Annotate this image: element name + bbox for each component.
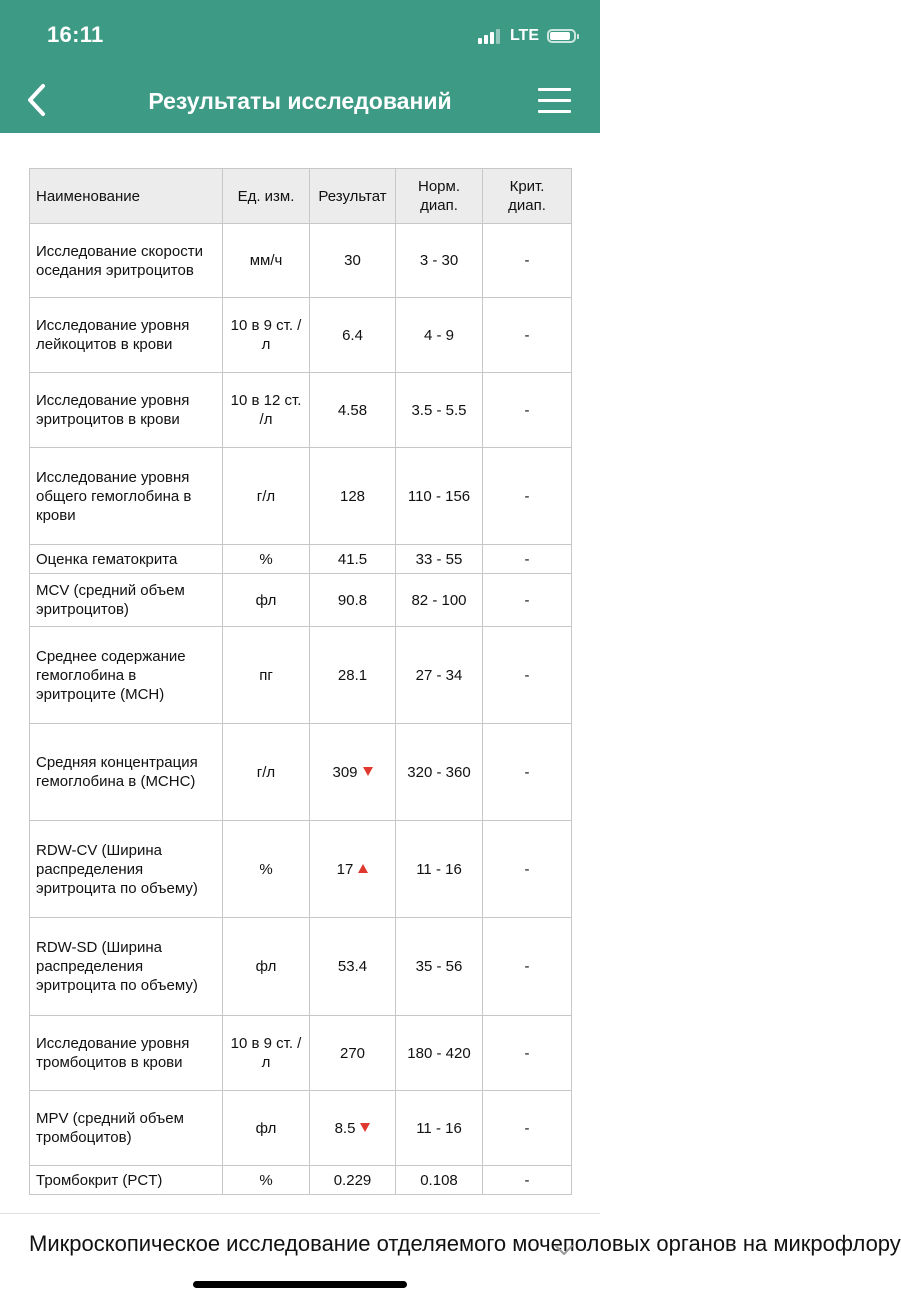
network-label: LTE	[509, 27, 539, 44]
cell-crit-range: -	[483, 448, 572, 545]
cell-name: Исследование скорости оседания эритроцитов	[30, 224, 223, 298]
cell-name: RDW-SD (Ширина распределения эритроцита по объему)	[30, 918, 223, 1016]
cell-unit: 10 в 9 ст. /л	[223, 298, 310, 373]
table-row	[30, 298, 572, 373]
table-row	[30, 724, 572, 821]
cell-crit-range: -	[483, 298, 572, 373]
cell-norm-range: 110 - 156	[396, 448, 483, 545]
table-row	[30, 1016, 572, 1091]
cell-crit-range: -	[483, 224, 572, 298]
cell-name: Исследование уровня эритроцитов в крови	[30, 373, 223, 448]
page-title: Результаты исследований	[148, 88, 452, 114]
cell-result: 41.5	[310, 545, 396, 574]
cell-norm-range: 3.5 - 5.5	[396, 373, 483, 448]
chevron-down-icon	[554, 1243, 574, 1257]
cell-unit: 10 в 9 ст. /л	[223, 1016, 310, 1091]
cell-result: 4.58	[310, 373, 396, 448]
cell-norm-range: 0.108	[396, 1166, 483, 1195]
chevron-left-icon	[22, 80, 58, 122]
back-button[interactable]	[22, 80, 58, 122]
cell-crit-range: -	[483, 627, 572, 724]
cell-unit: 10 в 12 ст. /л	[223, 373, 310, 448]
cell-name: Исследование уровня общего гемоглобина в крови	[30, 448, 223, 545]
cell-norm-range: 320 - 360	[396, 724, 483, 821]
column-header-result: Результат	[310, 169, 396, 224]
cell-crit-range: -	[483, 1091, 572, 1166]
flag-high-icon: 17	[337, 861, 369, 878]
signal-icon	[478, 28, 502, 44]
cell-result: 90.8	[310, 574, 396, 627]
flag-low-icon: 309	[332, 764, 372, 781]
cell-name: MCV (средний объем эритроцитов)	[30, 574, 223, 627]
cell-unit: %	[223, 821, 310, 918]
cell-result: 128	[310, 448, 396, 545]
cell-result: 28.1	[310, 627, 396, 724]
section-divider	[0, 1213, 600, 1214]
column-header-name: Наименование	[30, 169, 223, 224]
table-row	[30, 1166, 572, 1195]
cell-crit-range: -	[483, 574, 572, 627]
cell-name: Исследование уровня тромбоцитов в крови	[30, 1016, 223, 1091]
cell-unit: фл	[223, 918, 310, 1016]
cell-unit: г/л	[223, 724, 310, 821]
table-row	[30, 821, 572, 918]
cell-name: MPV (средний объем тромбоцитов)	[30, 1091, 223, 1166]
cell-name: Исследование уровня лейкоцитов в крови	[30, 298, 223, 373]
cell-norm-range: 33 - 55	[396, 545, 483, 574]
home-indicator[interactable]	[193, 1281, 407, 1288]
results-table	[29, 168, 572, 1195]
cell-result: 270	[310, 1016, 396, 1091]
table-row	[30, 1091, 572, 1166]
cell-result: 0.229	[310, 1166, 396, 1195]
status-indicators	[478, 24, 576, 48]
table-row	[30, 373, 572, 448]
column-header-norm: Норм. диап.	[396, 169, 483, 224]
cell-result	[310, 821, 396, 918]
cell-crit-range: -	[483, 821, 572, 918]
column-header-unit: Ед. изм.	[223, 169, 310, 224]
cell-unit: пг	[223, 627, 310, 724]
cell-crit-range: -	[483, 1166, 572, 1195]
cell-unit: мм/ч	[223, 224, 310, 298]
cell-name: Средняя концентрация гемоглобина в (MCHC)	[30, 724, 223, 821]
cell-norm-range: 82 - 100	[396, 574, 483, 627]
cell-unit: %	[223, 1166, 310, 1195]
cell-crit-range: -	[483, 1016, 572, 1091]
cell-crit-range: -	[483, 373, 572, 448]
table-row	[30, 627, 572, 724]
cell-norm-range: 11 - 16	[396, 821, 483, 918]
table-row	[30, 448, 572, 545]
status-time: 16:11	[47, 22, 104, 47]
cell-result: 53.4	[310, 918, 396, 1016]
cell-norm-range: 11 - 16	[396, 1091, 483, 1166]
cell-name: Среднее содержание гемоглобина в эритроците (MCH)	[30, 627, 223, 724]
cell-unit: фл	[223, 1091, 310, 1166]
table-row	[30, 545, 572, 574]
cell-result	[310, 1091, 396, 1166]
cell-norm-range: 3 - 30	[396, 224, 483, 298]
cell-result: 6.4	[310, 298, 396, 373]
cell-norm-range: 27 - 34	[396, 627, 483, 724]
table-row	[30, 224, 572, 298]
results-body	[30, 224, 572, 1195]
table-row	[30, 918, 572, 1016]
cell-norm-range: 4 - 9	[396, 298, 483, 373]
cell-crit-range: -	[483, 545, 572, 574]
expand-section-button[interactable]	[554, 1243, 574, 1257]
table-header-row	[30, 169, 572, 224]
cell-unit: фл	[223, 574, 310, 627]
column-header-crit: Крит. диап.	[483, 169, 572, 224]
battery-icon	[547, 29, 576, 43]
cell-name: Оценка гематокрита	[30, 545, 223, 574]
cell-norm-range: 180 - 420	[396, 1016, 483, 1091]
cell-crit-range: -	[483, 918, 572, 1016]
cell-crit-range: -	[483, 724, 572, 821]
cell-result	[310, 724, 396, 821]
collapsed-section-title[interactable]: Микроскопическое исследование отделяемого мочеполовых органов на микрофлору	[29, 1231, 901, 1256]
cell-name: RDW-CV (Ширина распределения эритроцита по объему)	[30, 821, 223, 918]
cell-name: Тромбокрит (PCT)	[30, 1166, 223, 1195]
cell-norm-range: 35 - 56	[396, 918, 483, 1016]
table-row	[30, 574, 572, 627]
cell-result: 30	[310, 224, 396, 298]
menu-button[interactable]	[538, 86, 572, 116]
flag-low-icon: 8.5	[335, 1120, 371, 1137]
cell-unit: г/л	[223, 448, 310, 545]
cell-unit: %	[223, 545, 310, 574]
app-header	[0, 0, 600, 133]
